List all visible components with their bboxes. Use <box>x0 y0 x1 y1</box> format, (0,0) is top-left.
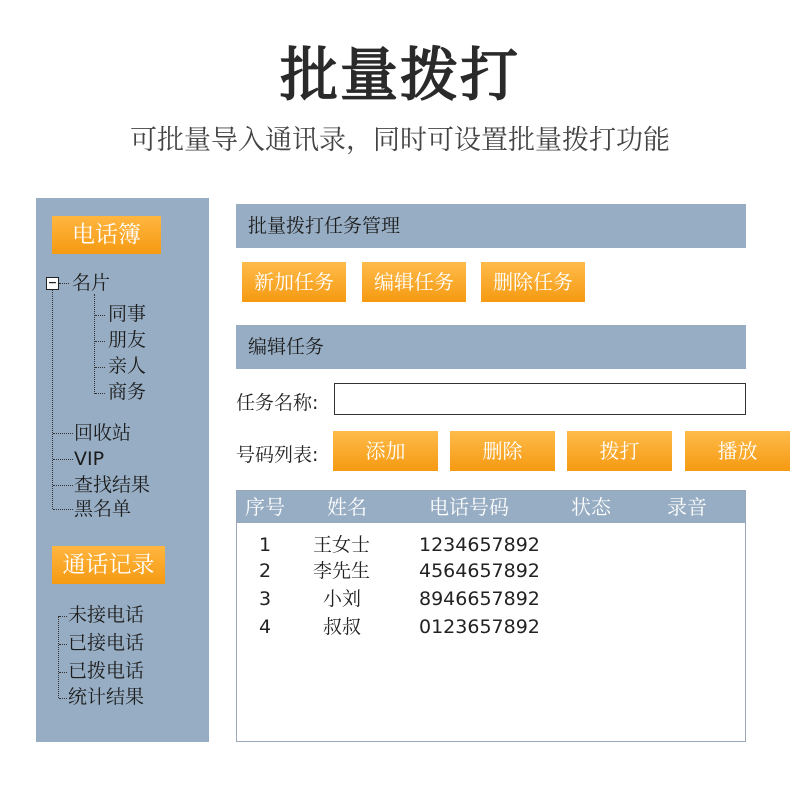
row-no: 2 <box>259 560 272 582</box>
row-name: 李先生 <box>313 560 371 582</box>
row-phone: 8946657892 <box>419 588 540 610</box>
row-phone: 0123657892 <box>419 616 540 638</box>
calllog-item-dialed[interactable]: 已拨电话 <box>68 660 145 682</box>
new-task-button[interactable]: 新加任务 <box>242 262 346 302</box>
tree-item-colleagues[interactable]: 同事 <box>108 303 147 325</box>
calllog-button[interactable]: 通话记录 <box>52 546 165 584</box>
tree-item-friends[interactable]: 朋友 <box>108 329 147 351</box>
calllog-item-received[interactable]: 已接电话 <box>68 632 145 654</box>
tree-item-relatives[interactable]: 亲人 <box>108 355 147 377</box>
row-phone: 4564657892 <box>419 560 540 582</box>
delete-task-button[interactable]: 删除任务 <box>481 262 585 302</box>
tree-item-business[interactable]: 商务 <box>108 381 147 403</box>
phonebook-button[interactable]: 电话簿 <box>52 216 161 254</box>
calllog-item-missed[interactable]: 未接电话 <box>68 604 145 626</box>
edit-task-button[interactable]: 编辑任务 <box>362 262 466 302</box>
play-button[interactable]: 播放 <box>685 431 790 471</box>
col-no: 序号 <box>245 495 285 519</box>
task-panel-header: 批量拨打任务管理 <box>236 204 746 248</box>
tree-item-cards[interactable]: 名片 <box>72 272 111 294</box>
row-name: 叔叔 <box>323 616 362 638</box>
tree-item-search-results[interactable]: 查找结果 <box>74 474 151 496</box>
col-phone: 电话号码 <box>429 495 509 519</box>
table-header <box>237 491 745 523</box>
col-status: 状态 <box>571 495 611 519</box>
delete-number-button[interactable]: 删除 <box>450 431 555 471</box>
page-subtitle: 可批量导入通讯录，同时可设置批量拨打功能 <box>130 125 670 156</box>
task-name-input[interactable] <box>334 383 746 415</box>
collapse-icon[interactable]: − <box>47 276 58 289</box>
add-number-button[interactable]: 添加 <box>333 431 438 471</box>
col-name: 姓名 <box>327 495 367 519</box>
dial-button[interactable]: 拨打 <box>567 431 672 471</box>
contact-tree <box>36 198 209 742</box>
sidebar <box>36 198 209 742</box>
row-name: 王女士 <box>313 534 371 556</box>
task-name-label: 任务名称: <box>236 392 319 414</box>
row-no: 4 <box>259 616 272 638</box>
number-list-label: 号码列表: <box>236 444 319 466</box>
tree-item-vip[interactable]: VIP <box>74 448 105 470</box>
row-no: 1 <box>259 534 272 556</box>
row-name: 小刘 <box>323 588 362 610</box>
tree-item-blacklist[interactable]: 黑名单 <box>74 498 132 520</box>
tree-item-recycle-bin[interactable]: 回收站 <box>74 422 132 444</box>
number-table <box>236 490 746 742</box>
row-no: 3 <box>259 588 272 610</box>
row-phone: 1234657892 <box>419 534 540 556</box>
page-title: 批量拨打 <box>279 41 520 109</box>
edit-panel-header: 编辑任务 <box>236 325 746 369</box>
calllog-item-statistics[interactable]: 统计结果 <box>68 686 145 708</box>
col-recording: 录音 <box>667 495 707 519</box>
